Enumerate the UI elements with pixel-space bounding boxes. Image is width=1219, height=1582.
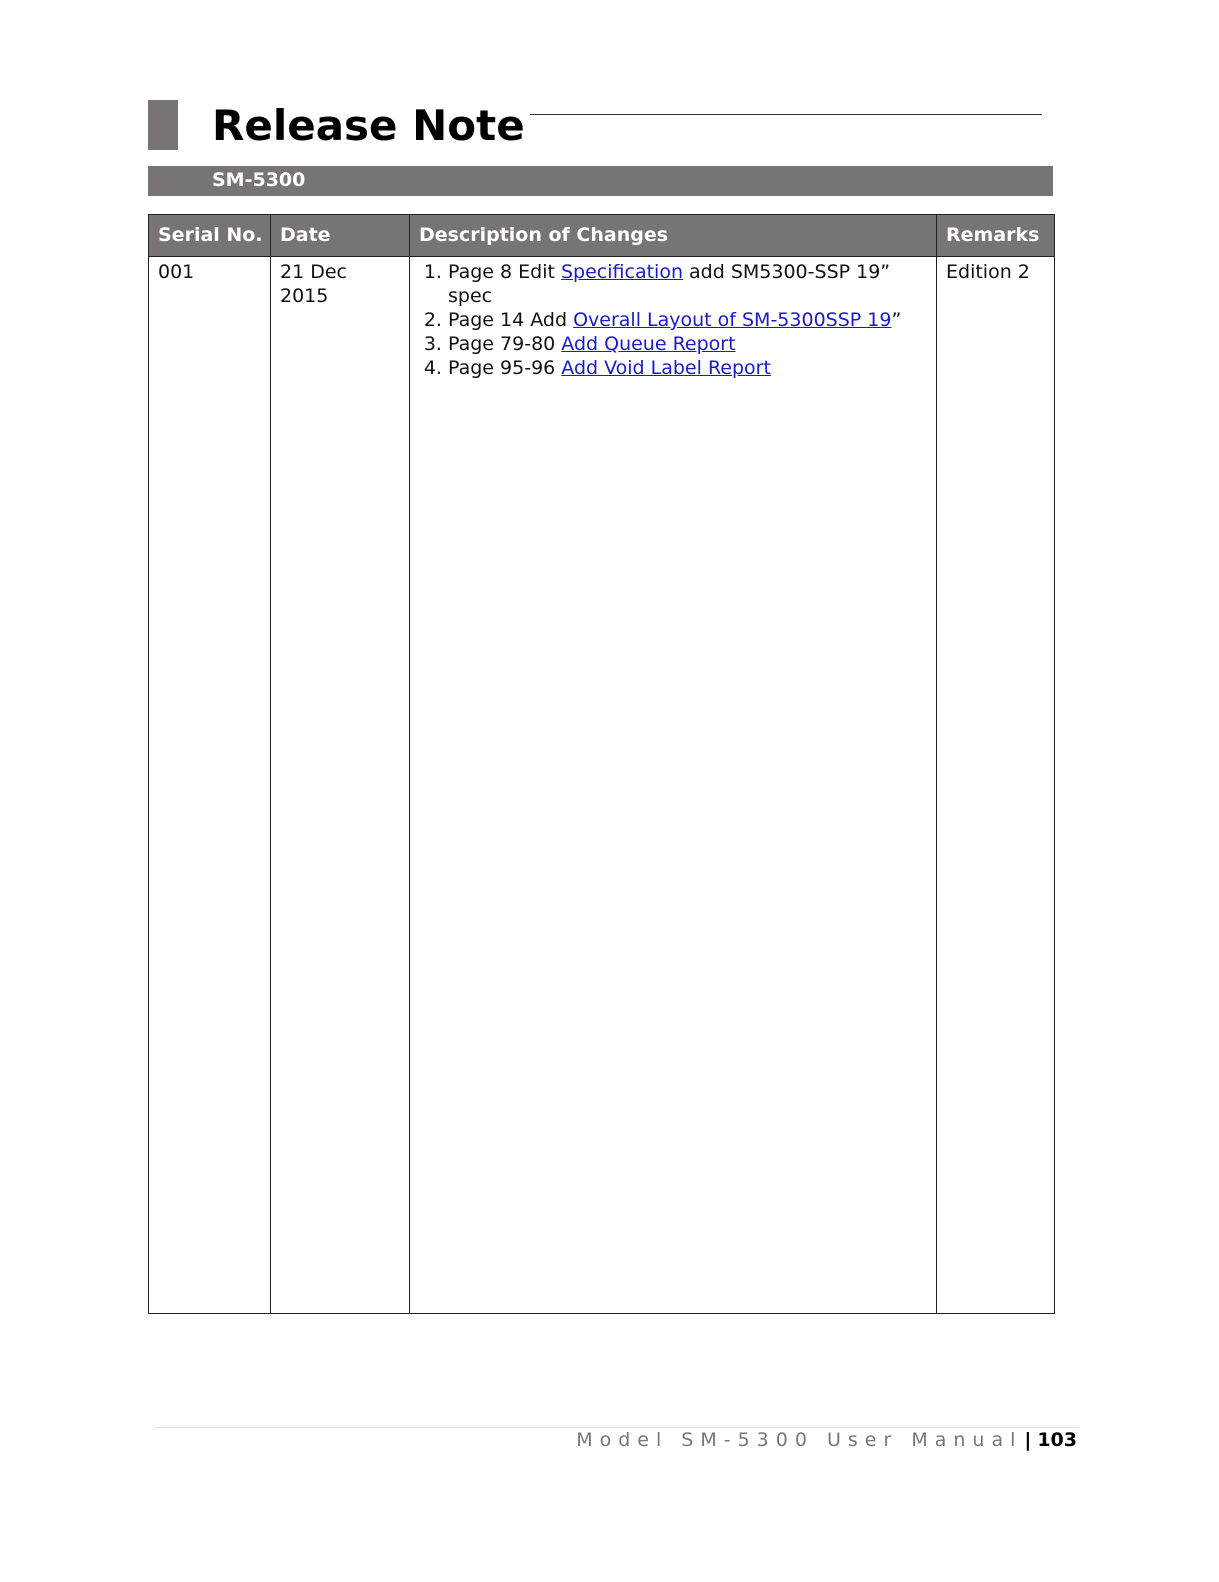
- change-item: [448, 356, 927, 380]
- title-marker-block: [148, 100, 178, 150]
- page-number: 103: [1037, 1429, 1077, 1451]
- column-header-date: Date: [271, 215, 410, 257]
- column-header-description: Description of Changes: [410, 215, 937, 257]
- change-item: [448, 260, 927, 308]
- change-prefix: Page 14 Add: [448, 309, 574, 331]
- table-header-row: [149, 215, 1055, 257]
- footer-separator: |: [1024, 1429, 1032, 1451]
- title-rule: [530, 114, 1042, 115]
- change-item: [448, 308, 927, 332]
- footer-manual-title: Model SM-5300 User Manual: [576, 1429, 1023, 1451]
- overall-layout-link[interactable]: Overall Layout of SM-5300SSP 19: [573, 309, 892, 331]
- specification-link[interactable]: Specification: [561, 261, 683, 283]
- serial-cell: 001: [149, 257, 271, 1314]
- changes-list: [419, 260, 927, 380]
- column-header-remarks: Remarks: [937, 215, 1055, 257]
- release-note-table: [148, 214, 1055, 1314]
- queue-report-link[interactable]: Add Queue Report: [561, 333, 736, 355]
- model-name: SM-5300: [212, 169, 306, 191]
- page-footer: [576, 1428, 1077, 1452]
- page-title: Release Note: [212, 101, 525, 150]
- change-suffix: ”: [891, 309, 902, 331]
- column-header-serial: Serial No.: [149, 215, 271, 257]
- remarks-cell: Edition 2: [937, 257, 1055, 1314]
- description-cell: [410, 257, 937, 1314]
- table-row: [149, 257, 1055, 1314]
- change-item: [448, 332, 927, 356]
- change-suffix: add SM5300-SSP 19” spec: [448, 261, 891, 307]
- change-prefix: Page 79-80: [448, 333, 562, 355]
- date-cell: 21 Dec 2015: [271, 257, 410, 1314]
- change-prefix: Page 95-96: [448, 357, 562, 379]
- model-bar: [148, 166, 1053, 196]
- void-label-report-link[interactable]: Add Void Label Report: [561, 357, 771, 379]
- change-prefix: Page 8 Edit: [448, 261, 561, 283]
